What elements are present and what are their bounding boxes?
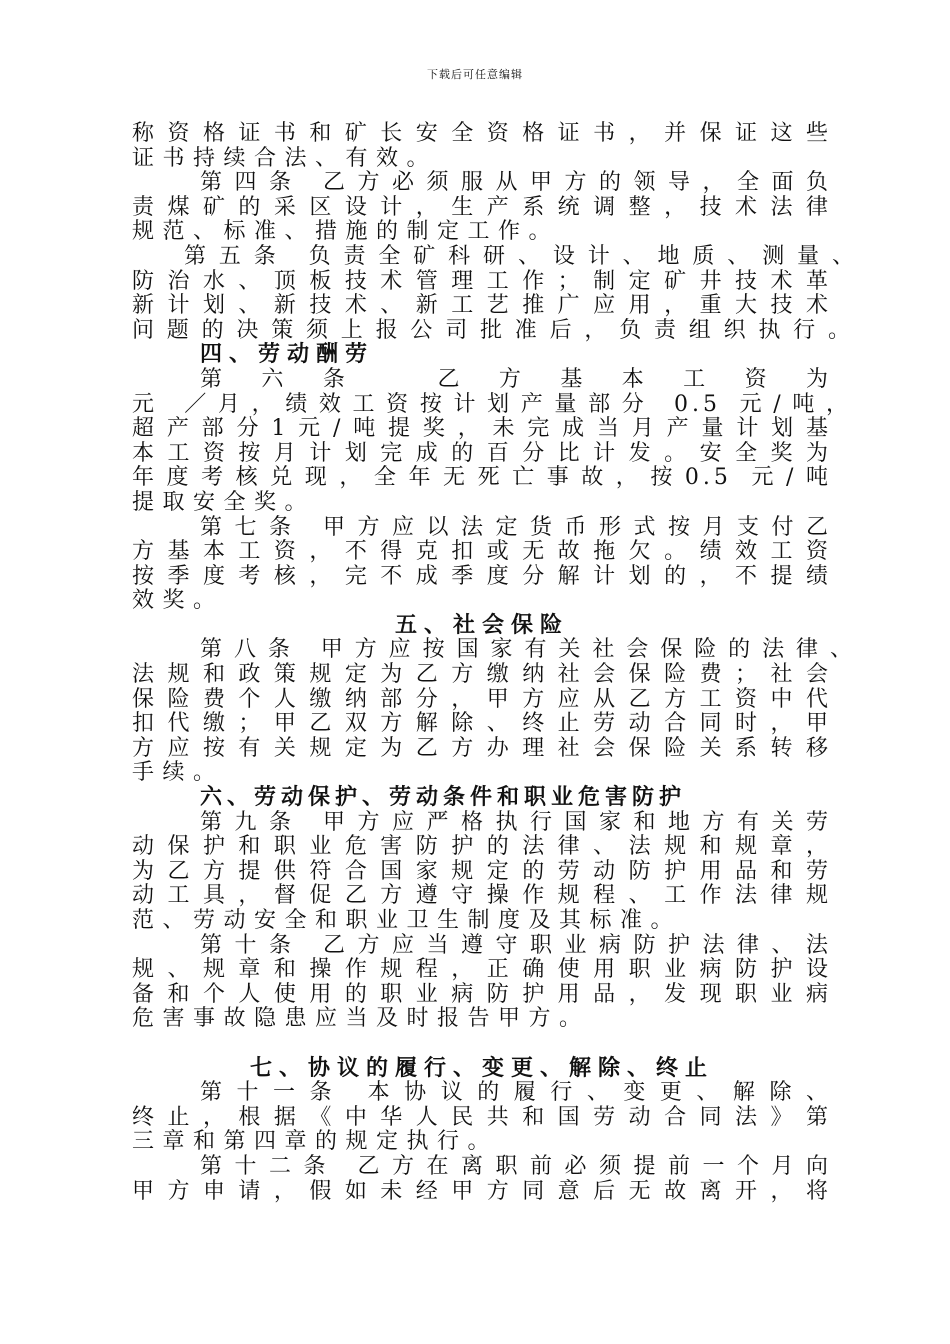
text-line: 方应按有关规定为乙方办理社会保险关系转移 [132, 735, 832, 761]
text-line: 第五条 负责全矿科研、设计、地质、测量、 [184, 243, 858, 269]
text-line: 第四条 乙方必须服从甲方的领导，全面负 [200, 170, 832, 196]
text-line: 新计划、新技术、新工艺推广应用，重大技术 [132, 293, 832, 319]
text-line: 证书持续合法、有效。 [132, 145, 438, 171]
text-line: 三章和第四章的规定执行。 [132, 1129, 499, 1155]
text-line: 备和个人使用的职业病防护用品，发现职业病 [132, 981, 832, 1007]
text-line: 动工具，督促乙方遵守操作规程、工作法律规 [132, 883, 832, 909]
text-line: 规、规章和操作规程，正确使用职业病防护设 [132, 957, 832, 983]
text-line: 第七条 甲方应以法定货币形式按月支付乙 [200, 514, 832, 540]
text-line: 甲方申请，假如未经甲方同意后无故离开，将 [132, 1178, 832, 1204]
text-line: 本工资按月计划完成的百分比计发。安全奖为 [132, 440, 832, 466]
text-line: 为乙方提供符合国家规定的劳动防护用品和劳 [132, 858, 832, 884]
text-line: 手续。 [132, 760, 224, 786]
text-line: 终止，根据《中华人民共和国劳动合同法》第 [132, 1104, 832, 1130]
section-heading: 七、协议的履行、变更、解除、终止 [249, 1055, 714, 1081]
text-line: 元 ／月，绩效工资按计划产量部分 0.5 元/吨， [132, 391, 852, 417]
text-line: 年度考核兑现，全年无死亡事故，按0.5 元/吨 [132, 465, 832, 491]
text-line: 问题的决策须上报公司批准后，负责组织执行。 [132, 317, 854, 343]
text-line: 动保护和职业危害防护的法律、法规和规章， [132, 834, 832, 860]
text-line: 第十二条 乙方在离职前必须提前一个月向 [200, 1153, 832, 1179]
text-line: 第十条 乙方应当遵守职业病防护法律、法 [200, 932, 832, 958]
text-line: 按季度考核，完不成季度分解计划的，不提绩 [132, 563, 832, 589]
section-heading: 六、劳动保护、劳动条件和职业危害防护 [200, 785, 687, 811]
paragraph-gap [132, 1032, 832, 1057]
page-header-note: 下载后可任意编辑 [427, 68, 523, 81]
text-line: 提取安全奖。 [132, 489, 316, 515]
text-line: 称资格证书和矿长安全资格证书，并保证这些 [132, 121, 832, 146]
text-line: 防治水、顶板技术管理工作；制定矿井技术革 [132, 268, 832, 294]
text-line: 责煤矿的采区设计，生产系统调整，技术法律 [132, 194, 832, 220]
section-heading: 四、劳动酬劳 [200, 342, 375, 368]
text-line: 范、劳动安全和职业卫生制度及其标准。 [132, 908, 682, 933]
text-line: 第九条 甲方应严格执行国家和地方有关劳 [200, 809, 832, 835]
document-body [132, 121, 858, 1204]
text-line: 方基本工资，不得克扣或无故拖欠。绩效工资 [132, 539, 832, 565]
section-heading: 五、社会保险 [394, 612, 569, 638]
text-line: 规范、标准、措施的制定工作。 [132, 219, 560, 245]
text-line: 第八条 甲方应按国家有关社会保险的法律、 [200, 637, 856, 663]
text-line: 法规和政策规定为乙方缴纳社会保险费；社会 [132, 662, 832, 688]
text-line: 超产部分1元/吨提奖，未完成当月产量计划基 [132, 416, 832, 442]
text-line: 扣代缴；甲乙双方解除、终止劳动合同时，甲 [132, 711, 832, 737]
text-line: 效奖。 [132, 588, 224, 614]
text-line: 保险费个人缴纳部分，甲方应从乙方工资中代 [132, 686, 832, 712]
text-line: 第十一条 本协议的履行、变更、解除、 [200, 1080, 832, 1106]
text-line: 第 六 条 乙 方 基 本 工 资 为 [200, 366, 832, 392]
text-line: 危害事故隐患应当及时报告甲方。 [132, 1006, 590, 1032]
